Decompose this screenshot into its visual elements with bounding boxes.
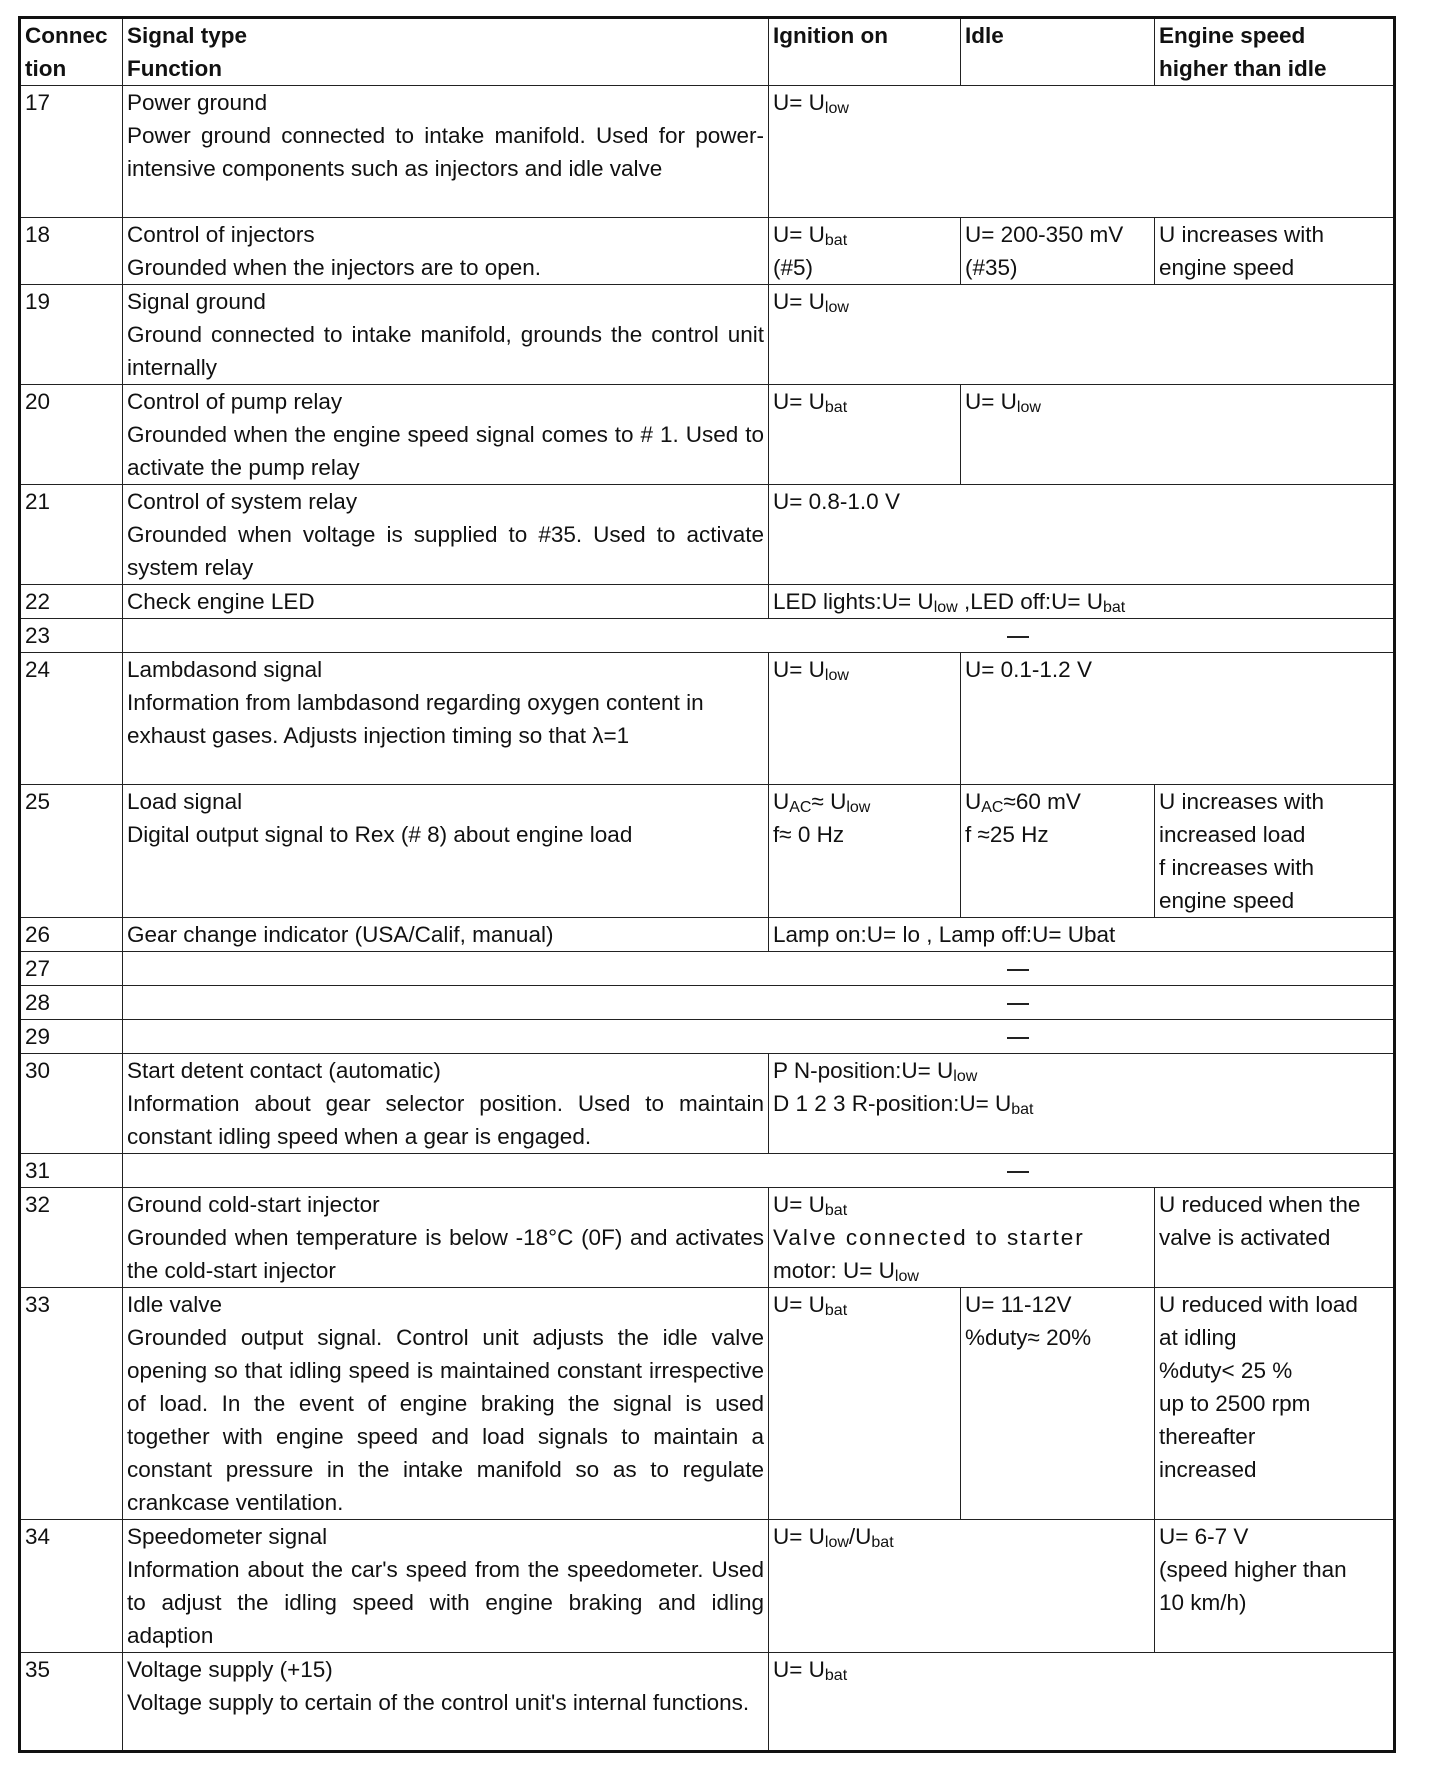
empty-row-cell — [123, 619, 1395, 653]
signal-title: Start detent contact (automatic) — [127, 1058, 441, 1083]
signal-description: Grounded when the injectors are to open. — [127, 255, 542, 280]
table-row — [20, 1154, 1395, 1188]
signal-function — [123, 385, 769, 485]
header-engine-speed: Engine speed higher than idle — [1155, 18, 1395, 86]
connection-number: 31 — [20, 1154, 123, 1188]
table-row — [20, 218, 1395, 285]
value-cell: $U= U_{bat}$ — [769, 1653, 1395, 1752]
connection-number: 17 — [20, 86, 123, 218]
table-row — [20, 86, 1395, 218]
signal-function — [123, 218, 769, 285]
table-row — [20, 986, 1395, 1020]
engine-speed-value: U= 6-7 V (speed higher than 10 km/h) — [1155, 1520, 1395, 1653]
value-cell: Lamp on:U= lo , Lamp off:U= Ubat — [769, 918, 1395, 952]
signal-title: Gear change indicator (USA/Calif, manual) — [123, 918, 769, 952]
idle-value: $U_{AC}\approx 60$ mV f ≈25 Hz — [961, 785, 1155, 918]
table-header-row — [20, 18, 1395, 86]
table-row — [20, 385, 1395, 485]
signal-description: Power ground connected to intake manifold. Used for power-intensive components such as injectors and idle valve — [127, 123, 764, 181]
idle-value: U= 200-350 mV (#35) — [961, 218, 1155, 285]
signal-function — [123, 653, 769, 785]
connection-number: 33 — [20, 1288, 123, 1520]
signal-title: Control of system relay — [127, 489, 358, 514]
dash-mark — [1007, 1037, 1029, 1039]
table-row — [20, 485, 1395, 585]
header-ignition-on: Ignition on — [769, 18, 961, 86]
table-row — [20, 285, 1395, 385]
signal-description: Digital output signal to Rex (# 8) about engine load — [127, 822, 633, 847]
signal-title: Voltage supply (+15) — [127, 1657, 333, 1682]
signal-description: Information about gear selector position. Used to maintain constant idling speed when a gear is engaged. — [127, 1091, 764, 1149]
connection-number: 18 — [20, 218, 123, 285]
connection-number: 29 — [20, 1020, 123, 1054]
idle-value: U= 0.1-1.2 V — [961, 653, 1395, 785]
empty-row-cell — [123, 986, 1395, 1020]
signal-function — [123, 485, 769, 585]
signal-function — [123, 1288, 769, 1520]
value-cell: $U= U_{low}$ — [769, 86, 1395, 218]
empty-row-cell — [123, 1020, 1395, 1054]
signal-description: Voltage supply to certain of the control unit's internal functions. — [127, 1690, 750, 1715]
signal-title: Idle valve — [127, 1292, 223, 1317]
engine-speed-value: U reduced when the valve is activated — [1155, 1188, 1395, 1288]
table-row — [20, 653, 1395, 785]
signal-description: Information from lambdasond regarding oxygen content in exhaust gases. Adjusts injection timing so that λ=1 — [127, 690, 704, 748]
dash-mark — [1007, 1171, 1029, 1173]
table-row — [20, 918, 1395, 952]
connection-number: 24 — [20, 653, 123, 785]
signal-function — [123, 285, 769, 385]
connection-number: 28 — [20, 986, 123, 1020]
table-row — [20, 585, 1395, 619]
connection-number: 30 — [20, 1054, 123, 1154]
connection-number: 34 — [20, 1520, 123, 1653]
signal-title: Check engine LED — [123, 585, 769, 619]
signal-description: Grounded output signal. Control unit adjusts the idle valve opening so that idling speed is maintained constant irrespective of load. In the event of engine braking the signal is used together with engine speed and load signals to maintain a constant pressure in the intake manifold so as to regulate crankcase ventilation. — [127, 1325, 764, 1515]
table-row — [20, 1188, 1395, 1288]
signal-title: Control of pump relay — [127, 389, 343, 414]
table-row — [20, 785, 1395, 918]
table-row — [20, 619, 1395, 653]
connection-number: 20 — [20, 385, 123, 485]
connection-number: 23 — [20, 619, 123, 653]
signal-title: Signal ground — [127, 289, 266, 314]
ignition-value: $U= U_{bat}$ — [769, 385, 961, 485]
table-row — [20, 1520, 1395, 1653]
table-row — [20, 952, 1395, 986]
signal-title: Ground cold-start injector — [127, 1192, 380, 1217]
ignition-value: $U= U_{bat}$ (#5) — [769, 218, 961, 285]
signal-description: Grounded when the engine speed signal comes to # 1. Used to activate the pump relay — [127, 422, 764, 480]
ignition-value: $U= U_{bat}$ — [769, 1288, 961, 1520]
empty-row-cell — [123, 952, 1395, 986]
value-cell: $U= U_{low}$ — [769, 285, 1395, 385]
connection-number: 25 — [20, 785, 123, 918]
dash-mark — [1007, 636, 1029, 638]
connection-number: 35 — [20, 1653, 123, 1752]
signal-function — [123, 1520, 769, 1653]
signal-description: Ground connected to intake manifold, grounds the control unit internally — [127, 322, 764, 380]
signal-title: Load signal — [127, 789, 243, 814]
value-cell: P N-position:U= $U_{low}$ D 1 2 3 R-position:U= $U_{bat}$ — [769, 1054, 1395, 1154]
value-cell: U= 0.8-1.0 V — [769, 485, 1395, 585]
table-row — [20, 1288, 1395, 1520]
ignition-value: $U_{AC}\approx U_{low}$ f≈ 0 Hz — [769, 785, 961, 918]
signal-title: Lambdasond signal — [127, 657, 323, 682]
signal-description: Grounded when temperature is below -18°C (0F) and activates the cold-start injector — [127, 1225, 764, 1283]
idle-value: $U= U_{low}$ — [961, 385, 1395, 485]
dash-mark — [1007, 969, 1029, 971]
header-connection: Connec tion — [20, 18, 123, 86]
header-idle: Idle — [961, 18, 1155, 86]
table-row — [20, 1054, 1395, 1154]
ignition-value: $U= U_{low}$ — [769, 653, 961, 785]
signal-description: Grounded when voltage is supplied to #35. Used to activate system relay — [127, 522, 764, 580]
table-row — [20, 1020, 1395, 1054]
idle-value: U= 11-12V %duty≈ 20% — [961, 1288, 1155, 1520]
signal-title: Control of injectors — [127, 222, 315, 247]
dash-mark — [1007, 1003, 1029, 1005]
ignition-idle-value: $U= U_{low}/U_{bat}$ — [769, 1520, 1155, 1653]
connection-number: 27 — [20, 952, 123, 986]
connection-number: 21 — [20, 485, 123, 585]
signal-function — [123, 785, 769, 918]
signal-description: Information about the car's speed from the speedometer. Used to adjust the idling speed with engine braking and idling adaption — [127, 1557, 764, 1648]
signal-function — [123, 1188, 769, 1288]
value-cell: LED lights:U= $U_{low}$ ,LED off:U= $U_{bat}$ — [769, 585, 1395, 619]
header-signal-type: Signal type Function — [123, 18, 769, 86]
signal-function — [123, 1653, 769, 1752]
connection-number: 26 — [20, 918, 123, 952]
engine-speed-value: U increases with increased load f increases with engine speed — [1155, 785, 1395, 918]
engine-speed-value: U reduced with load at idling %duty< 25 % up to 2500 rpm thereafter increased — [1155, 1288, 1395, 1520]
connection-number: 32 — [20, 1188, 123, 1288]
connection-signal-table — [18, 16, 1396, 1753]
signal-title: Power ground — [127, 90, 268, 115]
table-row — [20, 1653, 1395, 1752]
signal-function — [123, 1054, 769, 1154]
signal-function — [123, 86, 769, 218]
connection-number: 22 — [20, 585, 123, 619]
signal-title: Speedometer signal — [127, 1524, 328, 1549]
engine-speed-value: U increases with engine speed — [1155, 218, 1395, 285]
ignition-idle-value: $U= U_{bat}$ Valve connected to starter motor: $U= U_{low}$ — [769, 1188, 1155, 1288]
empty-row-cell — [123, 1154, 1395, 1188]
connection-number: 19 — [20, 285, 123, 385]
